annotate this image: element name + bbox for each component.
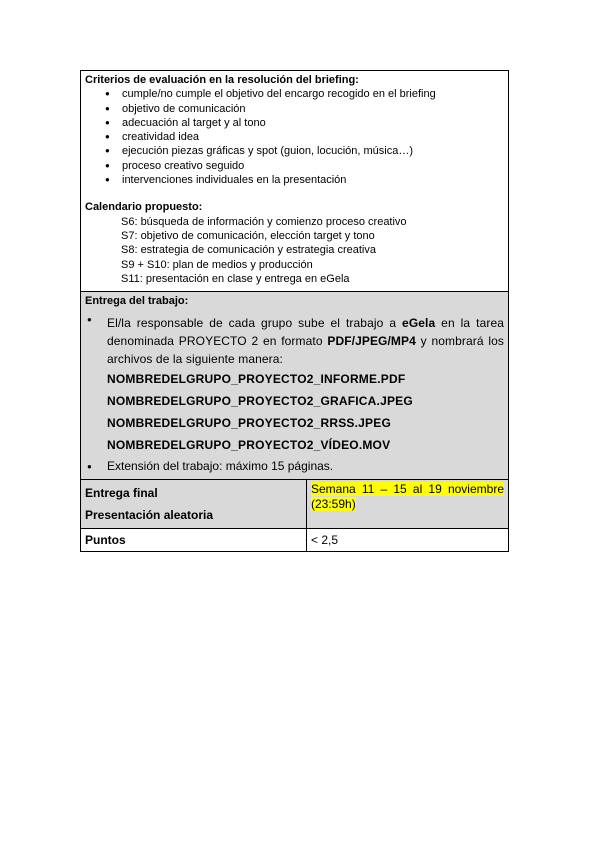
final-delivery-label: Entrega final [85,486,158,501]
egela-label: eGela [402,316,436,331]
criteria-item: ● proceso creativo seguido [105,159,504,173]
criteria-item: ● adecuación al target y al tono [105,116,504,130]
final-delivery-row [81,480,508,528]
format-label: PDF/JPEG/MP4 [327,334,416,349]
calendar-item: S6: búsqueda de información y comienzo proceso creativo [121,215,407,228]
delivery-text-part: y nombrará los archivos de la siguiente manera: [107,334,504,367]
criteria-section [81,71,508,292]
file-names [85,368,504,456]
file-name: NOMBREDELGRUPO_PROYECTO2_INFORME.PDF [107,372,406,387]
delivery-section [81,292,508,480]
points-label: Puntos [81,529,307,551]
criteria-item: ● ejecución piezas gráficas y spot (guion, locución, música…) [105,144,504,158]
criteria-list [85,87,504,187]
delivery-text-part: en la tarea denominada PROYECTO 2 en formato [107,316,504,349]
calendar-item: S7: objetivo de comunicación, elección target y tono [121,229,375,242]
criteria-item: ● objetivo de comunicación [105,102,504,116]
calendar-heading: Calendario propuesto: [85,201,203,214]
extension-list [85,457,504,475]
delivery-heading: Entrega del trabajo: [85,295,189,308]
random-presentation-label: Presentación aleatoria [85,508,214,523]
calendar-item: S8: estrategia de comunicación y estrategia creativa [121,244,376,257]
file-name: NOMBREDELGRUPO_PROYECTO2_RRSS.JPEG [107,416,391,431]
criteria-heading: Criterios de evaluación en la resolución del briefing: [85,74,359,86]
delivery-instructions [85,314,504,368]
delivery-text [107,314,504,368]
calendar-item: S11: presentación en clase y entrega en eGela [121,272,350,285]
file-name: NOMBREDELGRUPO_PROYECTO2_GRAFICA.JPEG [107,394,413,409]
criteria-item: ● cumple/no cumple el objetivo del encargo recogido en el briefing [105,87,504,101]
final-delivery-date: Semana 11 – 15 al 19 noviembre (23:59h) [311,482,504,512]
delivery-text-part: El/la responsable de cada grupo sube el trabajo a [107,316,403,331]
file-name: NOMBREDELGRUPO_PROYECTO2_VÍDEO.MOV [107,438,391,453]
final-delivery-labels [81,480,307,528]
calendar-list [85,215,504,286]
extension-item: ● Extensión del trabajo: máximo 15 páginas. [85,457,504,475]
delivery-list [85,314,504,368]
criteria-item: ● intervenciones individuales en la presentación [105,173,504,187]
points-row [81,528,508,551]
criteria-item: ● creatividad idea [105,130,504,144]
evaluation-table [80,70,509,552]
points-value: < 2,5 [311,533,339,548]
calendar-item: S9 + S10: plan de medios y producción [121,258,313,271]
final-delivery-value-cell [307,480,508,528]
